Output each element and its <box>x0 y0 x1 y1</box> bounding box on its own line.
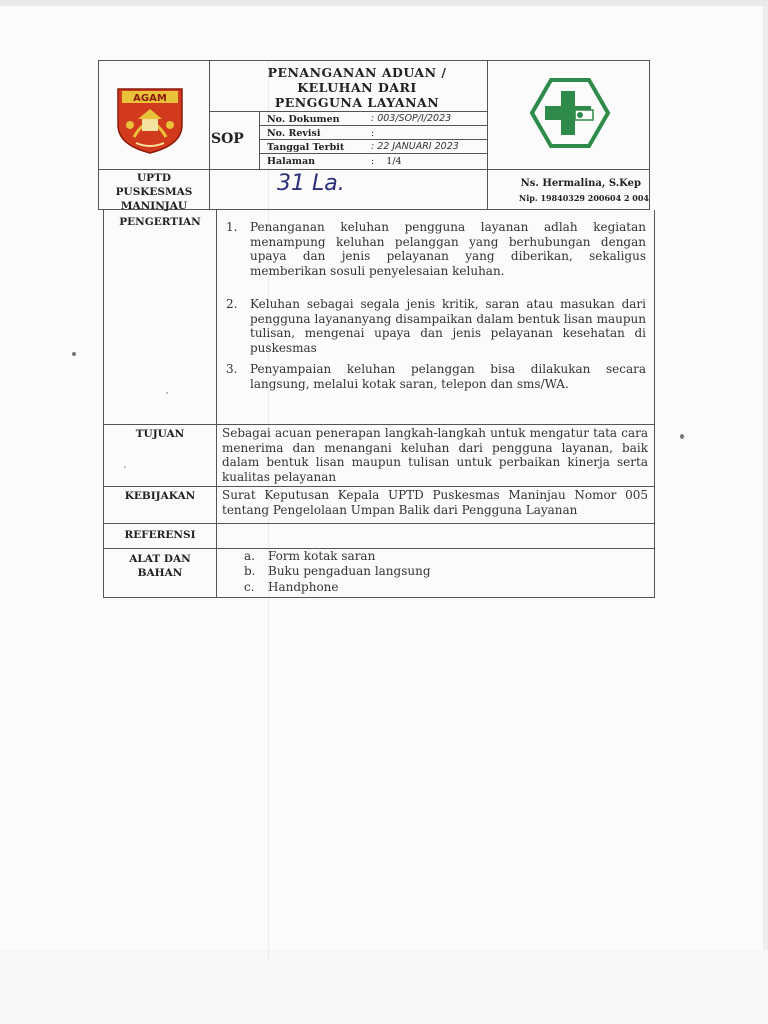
section-label-pengertian: PENGERTIAN <box>119 216 201 228</box>
scan-speck <box>72 352 76 356</box>
signature: 31 La. <box>277 171 345 196</box>
section-label-kebijakan: KEBIJAKAN <box>124 490 196 502</box>
field-value-tanggal-terbit: : 22 JANUARI 2023 <box>371 141 459 152</box>
scan-speck <box>124 466 126 468</box>
alat-bahan-item <box>244 580 339 594</box>
document-title <box>217 65 497 110</box>
org-line-1: UPTD <box>137 172 171 184</box>
item-mark: a. <box>244 549 255 563</box>
item-text: Buku pengaduan langsung <box>268 564 431 578</box>
field-label-no-dokumen: No. Dokumen <box>267 114 340 125</box>
alat-bahan-label-line-1: ALAT DAN <box>129 553 191 565</box>
item-text: Penanganan keluhan pengguna layanan adlah kegiatan menampung keluhan pelanggan yang berhubungan dengan upaya dan jenis pelayanan yang diberikan, sekaligus memberikan sosuli penyelesaian keluhan. <box>250 220 646 278</box>
title-line-1: PENANGANAN ADUAN / <box>267 65 447 80</box>
alat-bahan-item <box>244 549 375 563</box>
field-value-no-revisi: : <box>371 128 375 139</box>
item-number: 1. <box>226 220 238 234</box>
sop-content-table <box>103 210 655 598</box>
background-area <box>0 950 768 1024</box>
title-line-3: PENGGUNA LAYANAN <box>274 95 440 110</box>
sop-header-table <box>98 60 650 210</box>
agam-logo-text: AGAM <box>133 93 167 104</box>
item-mark: b. <box>244 564 256 578</box>
item-number: 3. <box>226 362 238 376</box>
org-line-2: PUSKESMAS <box>115 186 193 198</box>
field-label-tanggal-terbit: Tanggal Terbit <box>267 142 345 153</box>
section-label-referensi: REFERENSI <box>124 529 196 541</box>
signer-name: Ns. Hermalina, S.Kep <box>520 178 641 189</box>
tujuan-text: Sebagai acuan penerapan langkah-langkah untuk mengatur tata cara menerima dan menangani keluhan dari pengguna layanan, baik dalam bentuk lisan maupun tulisan untuk perbaikan kinerja serta kualitas pelayanan <box>222 426 648 484</box>
title-line-2: KELUHAN DARI <box>297 80 417 95</box>
sop-label: SOP <box>211 131 244 147</box>
item-text: Keluhan sebagai segala jenis kritik, saran atau masukan dari pengguna layananyang disampaikan dalam bentuk lisan maupun tulisan, mengenai upaya dan jenis pelayanan kesehatan di puskesmas <box>250 297 646 355</box>
pengertian-item <box>226 220 644 292</box>
alat-bahan-label-line-2: BAHAN <box>137 567 183 579</box>
alat-bahan-item <box>244 564 431 578</box>
item-number: 2. <box>226 297 238 311</box>
pengertian-item <box>226 362 644 406</box>
pengertian-item <box>226 297 644 355</box>
field-value-halaman: : 1/4 <box>371 156 402 167</box>
scan-speck <box>680 434 684 439</box>
field-label-halaman: Halaman <box>267 156 316 167</box>
organization-name <box>101 171 207 213</box>
signer-nip: Nip. 19840329 200604 2 004 <box>518 193 649 203</box>
scan-speck <box>166 392 168 394</box>
field-value-no-dokumen: : 003/SOP/I/2023 <box>371 113 452 124</box>
puskesmas-logo <box>529 77 611 149</box>
section-label-alat-bahan <box>104 552 216 580</box>
item-text: Form kotak saran <box>268 549 376 563</box>
item-text: Penyampaian keluhan pelanggan bisa dilakukan secara langsung, melalui kotak saran, telepon dan sms/WA. <box>250 362 646 391</box>
field-label-no-revisi: No. Revisi <box>267 128 321 139</box>
kebijakan-text: Surat Keputusan Kepala UPTD Puskesmas Maninjau Nomor 005 tentang Pengelolaan Umpan Balik dari Pengguna Layanan <box>222 488 648 517</box>
org-line-3: MANINJAU <box>120 200 188 212</box>
page-edge <box>763 6 768 950</box>
section-label-tujuan: TUJUAN <box>135 428 185 440</box>
item-text: Handphone <box>268 580 339 594</box>
agam-regency-logo <box>114 81 186 155</box>
item-mark: c. <box>244 580 255 594</box>
